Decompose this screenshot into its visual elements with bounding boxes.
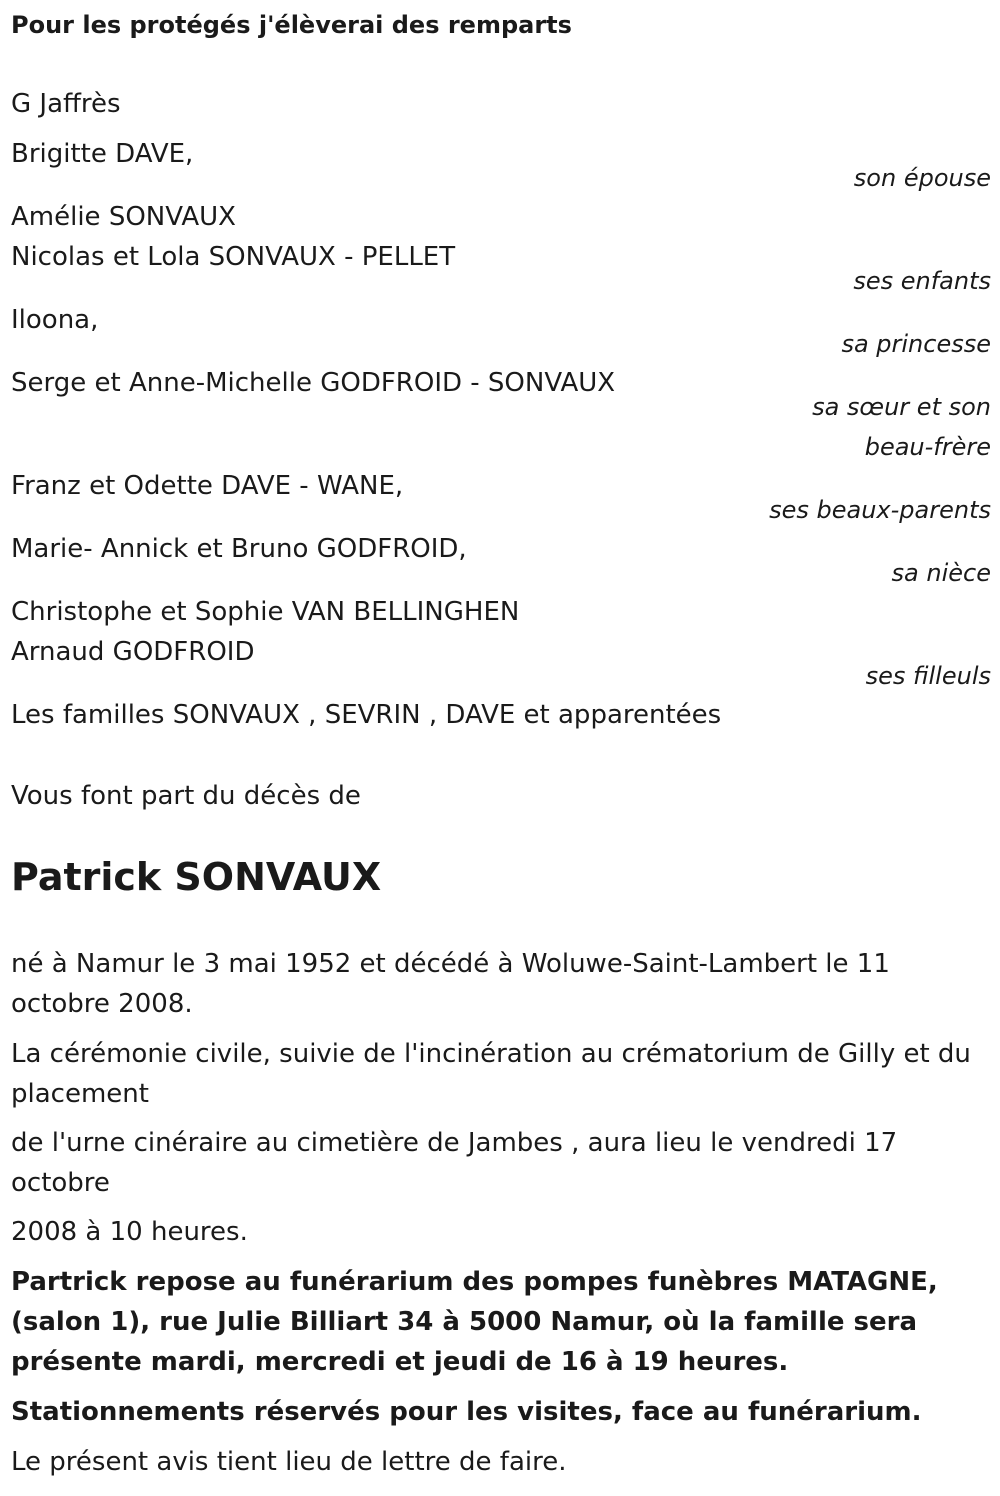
role-soeur-line-1: sa sœur et son [812,393,991,421]
family-line-familles: Les familles SONVAUX , SEVRIN , DAVE et apparentées [11,700,722,730]
family-line-jaffres: G Jaffrès [11,89,121,119]
family-line-brigitte: Brigitte DAVE, [11,139,194,169]
role-beaux-parents: ses beaux-parents [769,496,991,524]
role-enfants: ses enfants [853,267,991,295]
family-line-christophe: Christophe et Sophie VAN BELLINGHEN [11,597,520,627]
family-line-arnaud: Arnaud GODFROID [11,637,255,667]
ceremony-text-3: 2008 à 10 heures. [11,1217,248,1247]
role-epouse: son épouse [853,164,991,192]
ceremony-text-2: de l'urne cinéraire au cimetière de Jambes , aura lieu le vendredi 17 octobre [11,1128,898,1198]
ceremony-text-1: La cérémonie civile, suivie de l'incinération au crématorium de Gilly et du placement [11,1039,971,1109]
family-line-amelie: Amélie SONVAUX [11,202,236,232]
birth-death-text: né à Namur le 3 mai 1952 et décédé à Woluwe-Saint-Lambert le 11 octobre 2008. [11,949,890,1019]
announcement: Vous font part du décès de [11,781,361,811]
deceased-name: Patrick SONVAUX [11,855,382,899]
family-line-franz: Franz et Odette DAVE - WANE, [11,471,404,501]
role-filleuls: ses filleuls [865,662,991,690]
parking-text: Stationnements réservés pour les visites, face au funérarium. [11,1397,922,1427]
funerarium-text: Partrick repose au funérarium des pompes funèbres MATAGNE, (salon 1), rue Julie Billiart 34 à 5000 Namur, où la famille sera présente mardi, mercredi et jeudi de 16 à 19 heures. [11,1267,938,1377]
role-princesse: sa princesse [841,330,991,358]
family-line-iloona: Iloona, [11,305,99,335]
family-line-serge: Serge et Anne-Michelle GODFROID - SONVAUX [11,368,616,398]
role-soeur-line-2: beau-frère [864,433,991,461]
family-line-nicolas: Nicolas et Lola SONVAUX - PELLET [11,242,456,272]
family-line-marie: Marie- Annick et Bruno GODFROID, [11,534,467,564]
role-niece: sa nièce [891,559,991,587]
closing-text: Le présent avis tient lieu de lettre de faire. [11,1447,567,1477]
epigraph: Pour les protégés j'élèverai des remparts [11,11,572,39]
